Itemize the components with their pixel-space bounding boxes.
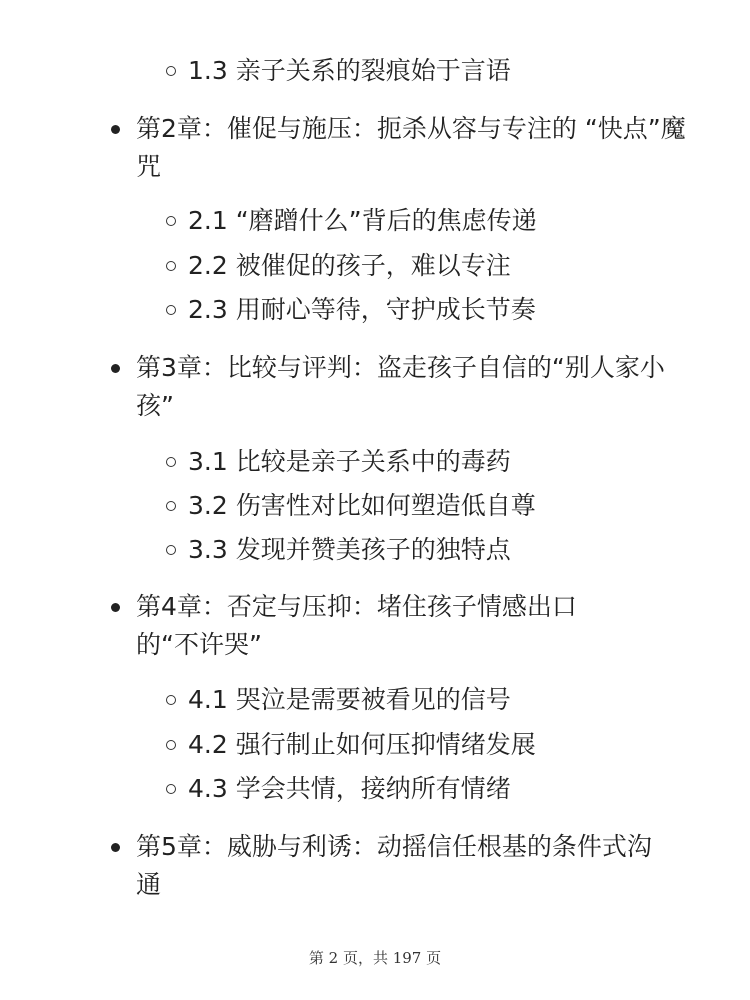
toc-section-label: 4.2 强行制止如何压抑情绪发展 [188, 730, 536, 759]
disc-bullet-icon [111, 125, 120, 134]
toc-chapter-label: 第3章：比较与评判：盗走孩子自信的“别人家小孩” [136, 353, 665, 420]
disc-bullet-icon [111, 603, 120, 612]
toc-section-label: 3.1 比较是亲子关系中的毒药 [188, 447, 511, 476]
toc-section-label: 4.3 学会共情，接纳所有情绪 [188, 774, 511, 803]
disc-bullet-icon [111, 364, 120, 373]
toc-section-3-3[interactable] [188, 531, 708, 569]
circle-bullet-icon [166, 457, 176, 467]
toc-chapter-label: 第5章：威胁与利诱：动摇信任根基的条件式沟通 [136, 832, 652, 899]
toc-section-1-3[interactable] [188, 52, 708, 90]
circle-bullet-icon [166, 784, 176, 794]
toc-section-4-3[interactable] [188, 770, 708, 808]
circle-bullet-icon [166, 545, 176, 555]
disc-bullet-icon [111, 843, 120, 852]
toc-section-label: 4.1 哭泣是需要被看见的信号 [188, 685, 511, 714]
toc-section-3-1[interactable] [188, 443, 708, 481]
toc-section-label: 2.2 被催促的孩子，难以专注 [188, 251, 511, 280]
toc-section-label: 2.1 “磨蹭什么”背后的焦虑传递 [188, 206, 537, 235]
toc-section-label: 1.3 亲子关系的裂痕始于言语 [188, 56, 511, 85]
circle-bullet-icon [166, 216, 176, 226]
circle-bullet-icon [166, 740, 176, 750]
toc-chapter-4[interactable] [136, 588, 611, 664]
toc-section-4-2[interactable] [188, 726, 708, 764]
circle-bullet-icon [166, 305, 176, 315]
toc-section-2-1[interactable] [188, 202, 708, 240]
toc-chapter-3[interactable] [136, 349, 696, 425]
toc-section-label: 3.2 伤害性对比如何塑造低自尊 [188, 491, 536, 520]
toc-chapter-2[interactable] [136, 110, 696, 186]
toc-section-3-2[interactable] [188, 487, 708, 525]
toc-section-label: 3.3 发现并赞美孩子的独特点 [188, 535, 511, 564]
circle-bullet-icon [166, 261, 176, 271]
circle-bullet-icon [166, 501, 176, 511]
toc-chapter-5[interactable] [136, 828, 676, 904]
circle-bullet-icon [166, 695, 176, 705]
page-number-footer: 第 2 页，共 197 页 [308, 949, 442, 967]
toc-chapter-label: 第2章：催促与施压：扼杀从容与专注的 “快点”魔咒 [136, 114, 686, 181]
toc-section-4-1[interactable] [188, 681, 708, 719]
toc-section-2-3[interactable] [188, 291, 708, 329]
toc-section-2-2[interactable] [188, 247, 708, 285]
toc-chapter-label: 第4章：否定与压抑：堵住孩子情感出口的“不许哭” [136, 592, 577, 659]
toc-section-label: 2.3 用耐心等待，守护成长节奏 [188, 295, 536, 324]
circle-bullet-icon [166, 66, 176, 76]
